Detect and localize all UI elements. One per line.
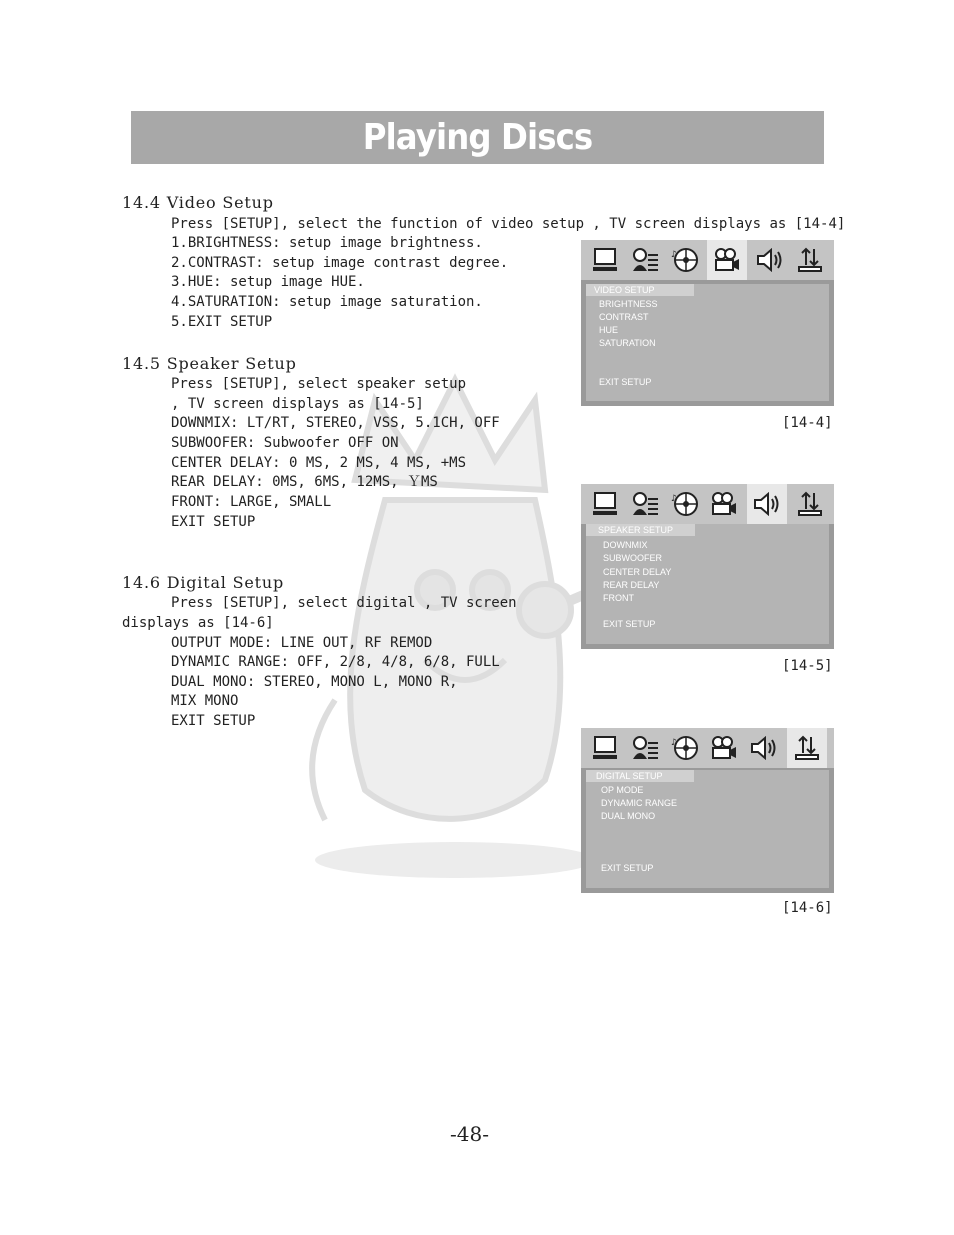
arrows-icon [787,728,827,768]
menu-item-exit-setup[interactable]: EXIT SETUP [599,377,652,387]
menu-item-exit-setup[interactable]: EXIT SETUP [601,863,654,873]
camera-icon [707,731,741,765]
speaker-setup-screen [581,484,834,649]
menu-item-dynamic-range[interactable]: DYNAMIC RANGE [601,798,678,808]
list-item: FRONT: LARGE, SMALL [171,494,332,510]
list-item: 2.CONTRAST: setup image contrast degree. [171,255,509,271]
monitor-icon [588,731,622,765]
menu-item-center-delay[interactable]: CENTER DELAY [603,567,672,577]
video-intro: Press [SETUP], select the function of video setup , TV screen displays as [14-4] [171,216,846,232]
list-item: Press [SETUP], select speaker setup [171,376,467,392]
svg-text:♪: ♪ [670,250,677,260]
list-item: MIX MONO [171,693,239,709]
list-item: 1.BRIGHTNESS: setup image brightness. [171,235,483,251]
list-item: EXIT SETUP [171,713,256,729]
menu-item-hue[interactable]: HUE [599,325,619,335]
digital-intro-cont: displays as [14-6] [122,615,274,631]
list-item: OUTPUT MODE: LINE OUT, RF REMOD [171,635,433,651]
figure-caption: [14-6] [782,900,833,916]
title-banner [131,111,824,164]
disc-icon [668,243,702,277]
speaker-icon [753,243,787,277]
arrows-icon [793,243,827,277]
figure-caption: [14-5] [782,658,833,674]
speaker-icon [747,484,787,524]
icon-bar [581,484,834,524]
menu-item-contrast[interactable]: CONTRAST [599,312,649,322]
icon-bar [581,240,834,280]
menu-item-saturation[interactable]: SATURATION [599,338,656,348]
user-list-icon [628,243,662,277]
menu-item-subwoofer[interactable]: SUBWOOFER [603,553,663,563]
list-item: SUBWOOFER: Subwoofer OFF ON [171,435,399,451]
icon-bar [581,728,834,768]
list-item: DOWNMIX: LT/RT, STEREO, VSS, 5.1CH, OFF [171,415,500,431]
video-setup-screen [581,240,834,406]
list-item: DYNAMIC RANGE: OFF, 2/8, 4/8, 6/8, FULL [171,654,500,670]
list-item: 4.SATURATION: setup image saturation. [171,294,483,310]
menu-item-op-mode[interactable]: OP MODE [601,785,644,795]
menu-panel [586,524,829,644]
user-list-icon [628,487,662,521]
page-number: -48- [450,1122,489,1146]
menu-item-front[interactable]: FRONT [603,593,634,603]
video-setup-heading: 14.4 Video Setup [122,193,274,212]
menu-item-brightness[interactable]: BRIGHTNESS [599,299,658,309]
user-list-icon [628,731,662,765]
list-item: EXIT SETUP [171,514,256,530]
svg-text:♪: ♪ [670,738,677,748]
menu-item-exit-setup[interactable]: EXIT SETUP [603,619,656,629]
speaker-setup-heading: 14.5 Speaker Setup [122,354,297,373]
menu-title: VIDEO SETUP [586,284,694,296]
digital-intro: Press [SETUP], select digital , TV screen [171,595,517,611]
disc-icon [668,487,702,521]
arrows-icon [793,487,827,521]
svg-text:♪: ♪ [670,494,677,504]
digital-setup-heading: 14.6 Digital Setup [122,573,284,592]
list-item: DUAL MONO: STEREO, MONO L, MONO R, [171,674,458,690]
menu-title: DIGITAL SETUP [586,770,694,782]
list-item: 3.HUE: setup image HUE. [171,274,365,290]
figure-caption: [14-4] [782,415,833,431]
list-item: REAR DELAY: 0MS, 6MS, 12MS, ＹMS [171,474,438,490]
menu-panel [586,770,829,888]
digital-setup-screen [581,728,834,893]
menu-title: SPEAKER SETUP [586,524,695,536]
list-item: , TV screen displays as [14-5] [171,396,424,412]
disc-icon [668,731,702,765]
camera-icon [707,487,741,521]
menu-item-rear-delay[interactable]: REAR DELAY [603,580,660,590]
monitor-icon [588,243,622,277]
page-title: Playing Discs [362,117,593,158]
menu-item-downmix[interactable]: DOWNMIX [603,540,648,550]
speaker-icon [747,731,781,765]
menu-item-dual-mono[interactable]: DUAL MONO [601,811,656,821]
camera-icon [707,240,747,280]
menu-panel [586,284,829,401]
monitor-icon [588,487,622,521]
list-item: CENTER DELAY: 0 MS, 2 MS, 4 MS, +MS [171,455,467,471]
list-item: 5.EXIT SETUP [171,314,273,330]
